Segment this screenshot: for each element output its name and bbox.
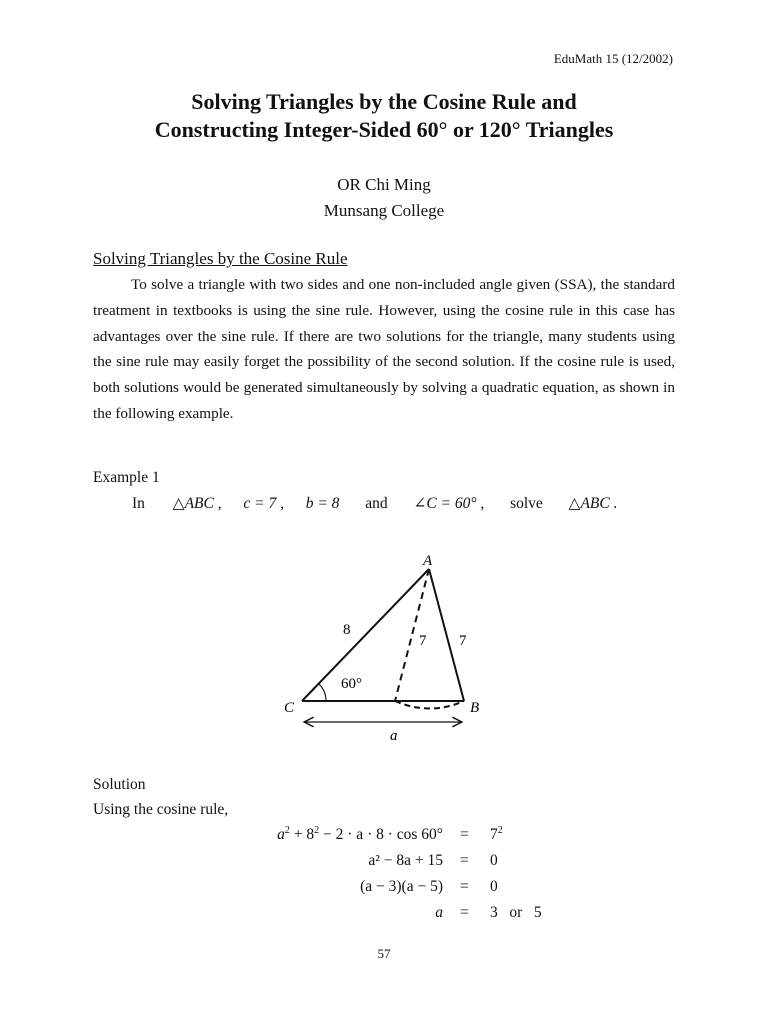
example-triangle: △ABC ,: [172, 495, 222, 512]
solution-intro: Using the cosine rule,: [93, 801, 229, 818]
example-c-given: c = 7 ,: [243, 495, 284, 512]
body-paragraph: [93, 272, 675, 427]
author-block: [0, 172, 768, 224]
vertex-label-a: A: [423, 553, 433, 569]
eq2-lhs-text: a² − 8a + 15: [368, 852, 443, 869]
example-title: Example 1: [93, 469, 160, 486]
eq3-lhs-text: (a − 3)(a − 5): [360, 878, 443, 895]
title-line-2: Constructing Integer-Sided 60° or 120° Triangles: [154, 117, 614, 142]
solution-heading: Solution: [93, 776, 146, 793]
example-b-given: b = 8: [305, 495, 340, 512]
example-triangle-end: △ABC .: [568, 495, 618, 512]
example-solve: solve: [510, 495, 543, 512]
equation-4-rhs: 3 or 5: [490, 904, 542, 921]
title-line-1: Solving Triangles by the Cosine Rule and: [191, 89, 577, 114]
eq1-rhs-7: 7: [490, 826, 498, 843]
side-label-8: 8: [343, 622, 351, 638]
vertex-label-c: C: [284, 700, 295, 716]
paragraph-text: To solve a triangle with two sides and one non-included angle given (SSA), the standard treatment in textbooks is using the sine rule. However, using the cosine rule in this case has advantages over the sine rule. If there are two solutions for the triangle, many students using the sine rule may easily forget the possibility of the second solution. If the cosine rule is used, both solutions would be generated simultaneously by solving a quadratic equation, as shown in the following example.: [93, 276, 675, 422]
equation-3-equals: =: [460, 878, 469, 895]
equation-4-equals: =: [460, 904, 469, 921]
author-name: OR Chi Ming: [337, 175, 431, 194]
example-statement: [132, 494, 617, 513]
dashed-arc: [395, 701, 464, 709]
side-label-ab-7: 7: [459, 633, 467, 649]
equation-1-rhs: $7^2$: [490, 825, 503, 843]
vertex-label-b: B: [470, 700, 480, 716]
equation-4-lhs: [200, 904, 443, 924]
journal-header: EduMath 15 (12/2002): [553, 51, 673, 66]
equation-3-lhs: [200, 878, 443, 898]
equation-1-equals: =: [460, 826, 469, 843]
example-angle-given: ∠C = 60° ,: [413, 495, 485, 512]
equation-2-lhs: [200, 852, 443, 872]
eq4-lhs-text: a: [435, 904, 443, 921]
author-affiliation: Munsang College: [323, 201, 445, 220]
equation-3-rhs: 0: [490, 878, 498, 895]
side-ca: [302, 569, 429, 701]
dimension-label-a: a: [390, 728, 398, 744]
eq1-tail: − 2 · a · 8 · cos 60°: [319, 826, 443, 843]
equation-1-lhs: $a^2 + 8^2 - 2 \cdot a \cdot 8 \cdot \cos 60^\circ$: [277, 825, 443, 843]
paper-title: [0, 88, 768, 144]
equation-2-equals: =: [460, 852, 469, 869]
section-heading: Solving Triangles by the Cosine Rule: [93, 249, 348, 268]
angle-arc: [319, 684, 326, 701]
page-number: 57: [377, 946, 391, 961]
eq1-plus-8: + 8: [289, 826, 315, 843]
equation-2-rhs: 0: [490, 852, 498, 869]
eq1-a: a: [277, 826, 285, 843]
angle-label-60: 60°: [341, 676, 362, 692]
example-in: In: [132, 495, 145, 512]
triangle-figure: [0, 540, 768, 750]
side-label-dashed-7: 7: [419, 633, 427, 649]
example-and: and: [365, 495, 388, 512]
